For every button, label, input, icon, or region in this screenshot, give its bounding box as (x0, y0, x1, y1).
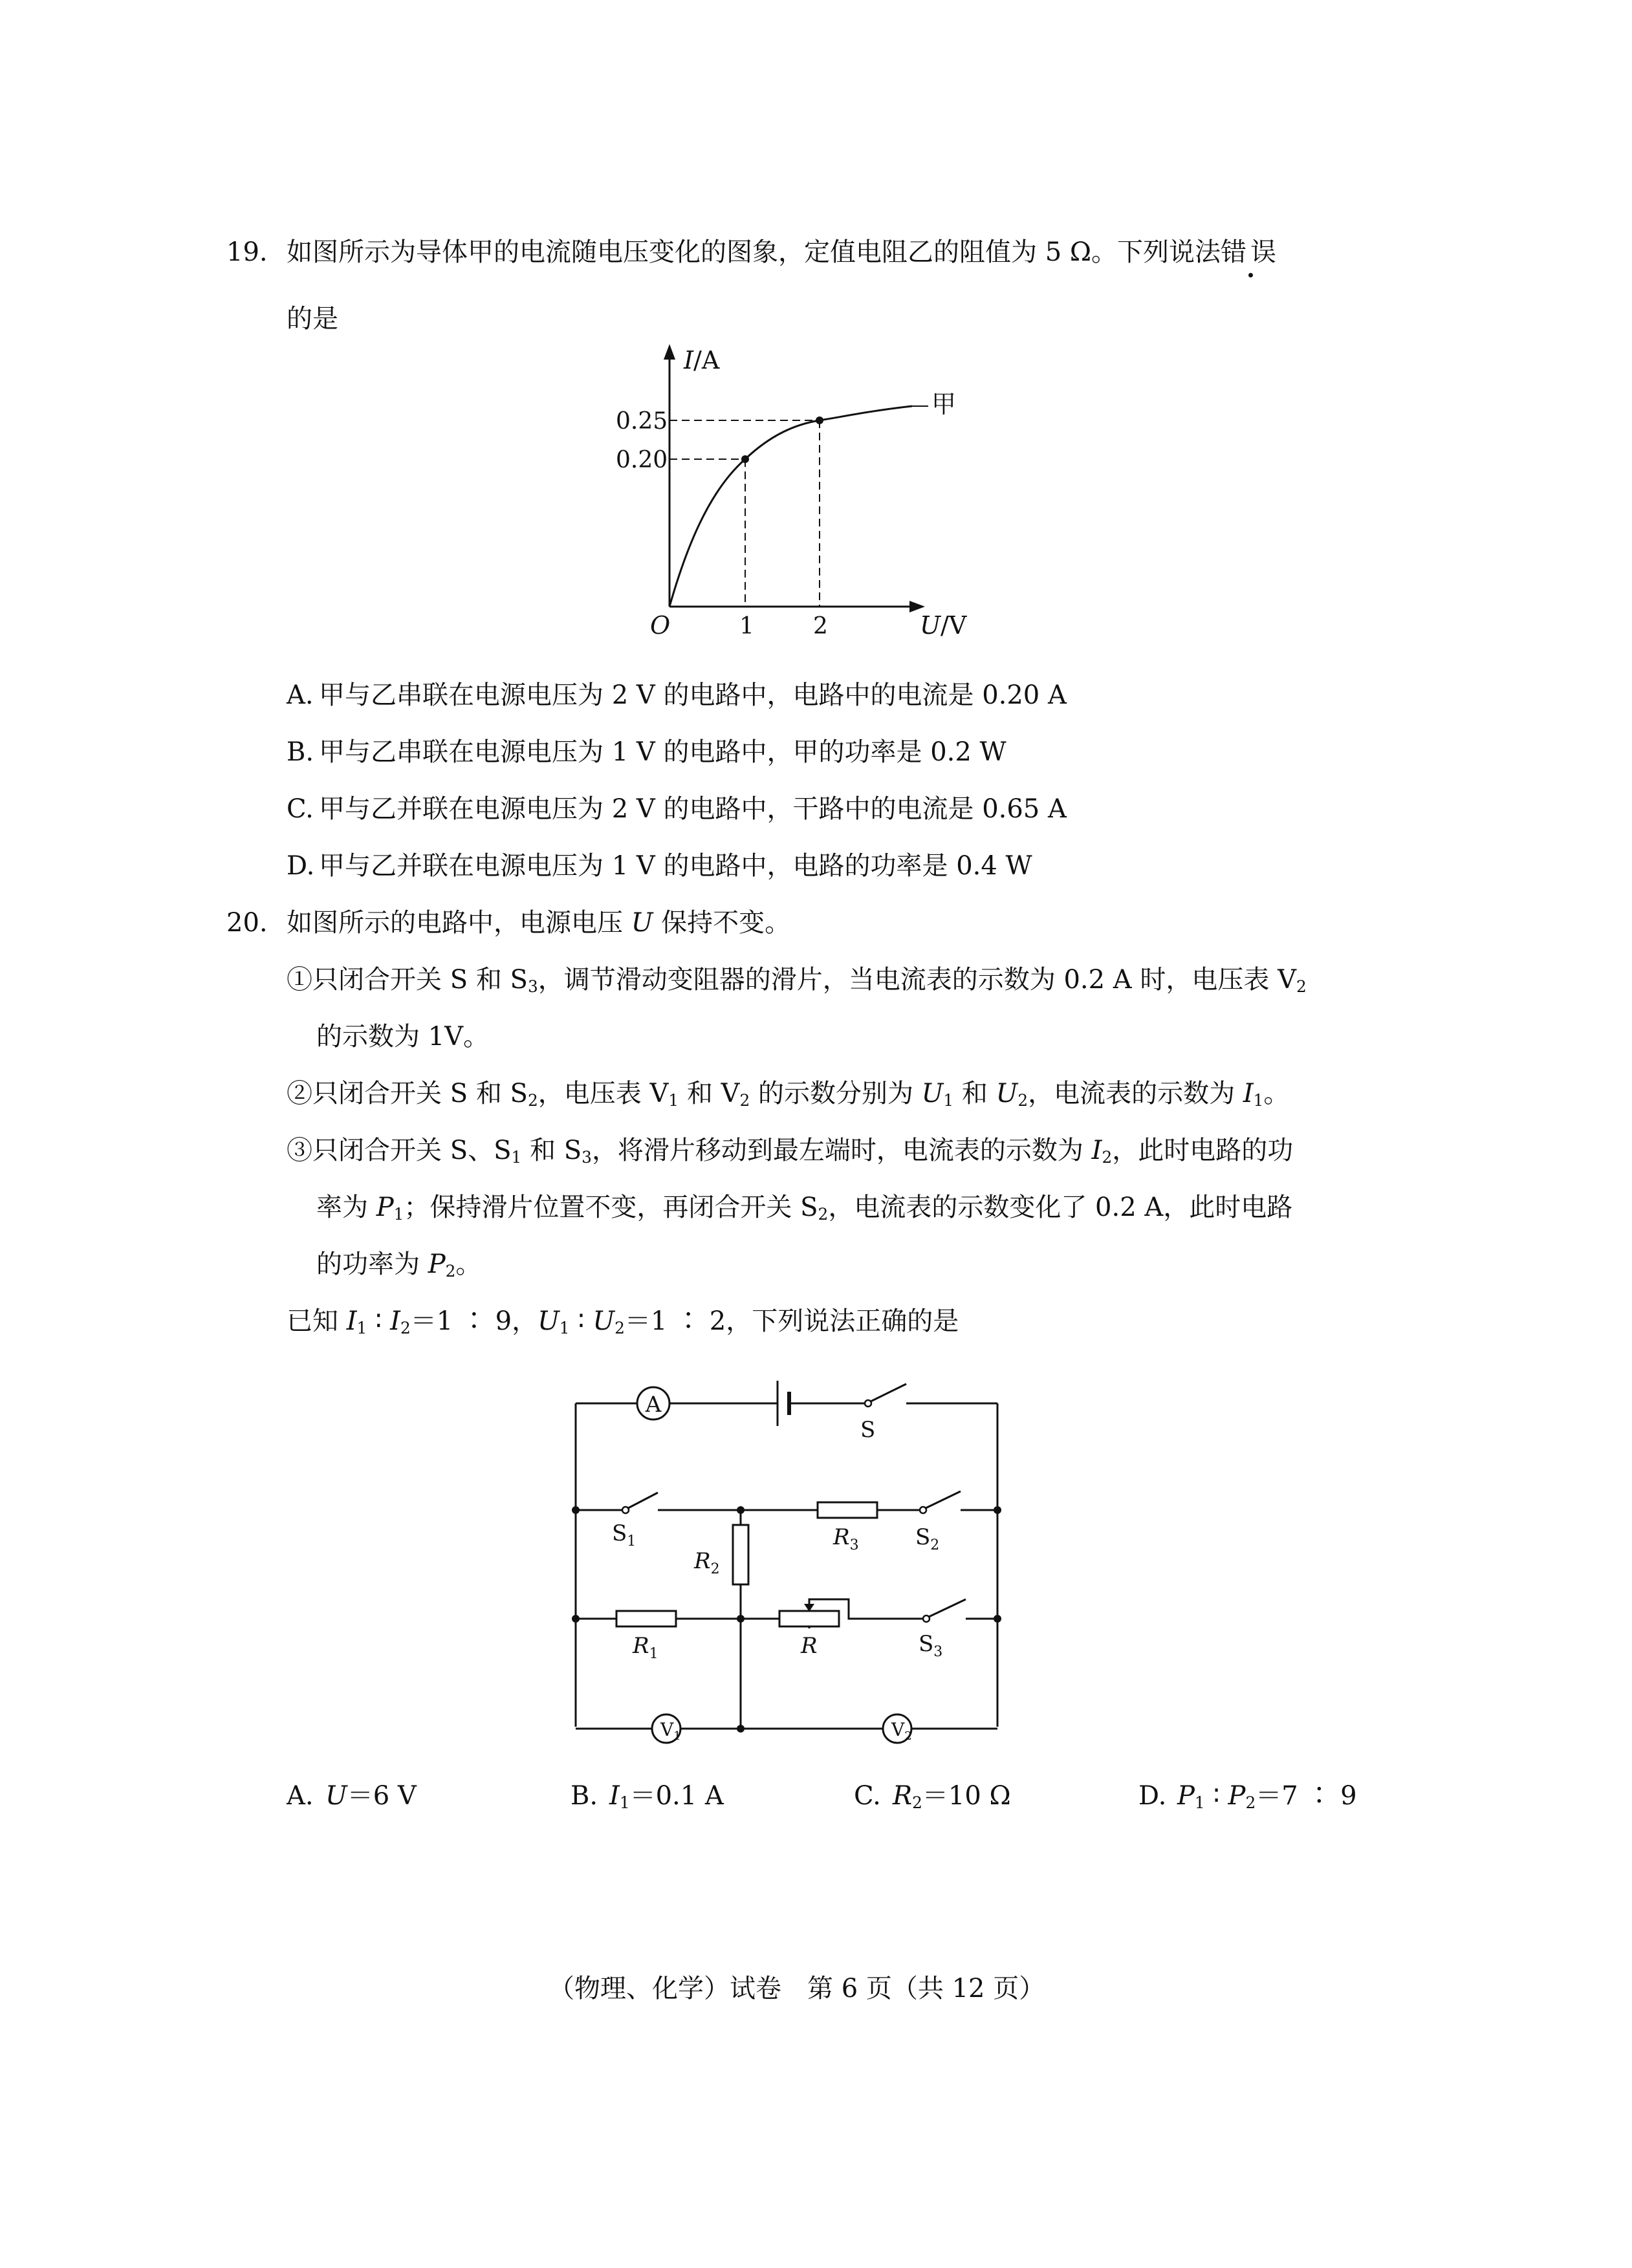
q19-stem-line1 (287, 239, 1280, 265)
q20-circuit (556, 1352, 1022, 1753)
ammeter-label: A (645, 1392, 662, 1418)
q20-stem: 如图所示的电路中，电源电压 U 保持不变。 (287, 908, 791, 938)
x-tick-1: 1 (739, 613, 754, 640)
q20-step3-line2: 率为 $P_1$；保持滑片位置不变，再闭合开关 $S_2$，电流表的示数变化了 0.2 A，此时电路 (316, 1193, 1293, 1224)
rheostat-r-label: R (801, 1633, 818, 1659)
switch-s-contact-icon (865, 1400, 871, 1407)
q20-option-c: C. $R_2=10$ Ω (854, 1781, 1011, 1813)
q20-option-a: A. U＝6 V (287, 1781, 417, 1811)
q20-option-d: D. $P_1$ ∶ $P_2=7$ ∶ 9 (1138, 1781, 1357, 1813)
q19-option-a: A. 甲与乙串联在电源电压为 2 V 的电路中，电路中的电流是 0.20 A (287, 680, 1067, 710)
switch-s-blade (871, 1384, 906, 1401)
curve-jia (669, 406, 912, 607)
junction-dot (572, 1506, 580, 1514)
point-1-020 (741, 455, 749, 463)
q19-stem-line2: 的是 (287, 304, 338, 334)
x-axis-label: U/V (920, 611, 967, 640)
switch-s3-blade (929, 1599, 966, 1617)
switch-s3-label: $S_3$ (919, 1631, 943, 1660)
resistor-r1-icon (616, 1611, 676, 1626)
q19-option-b: B. 甲与乙串联在电源电压为 1 V 的电路中，甲的功率是 0.2 W (287, 737, 1006, 767)
q20-option-b: B. $I_1=0.1$ A (571, 1781, 724, 1813)
q20-step1-line2: 的示数为 1V。 (316, 1022, 490, 1052)
q19-number: 19. (226, 237, 268, 267)
page-footer: （物理、化学）试卷 第 6 页（共 12 页） (549, 1974, 1045, 2003)
junction-dot (994, 1506, 1001, 1514)
rheostat-r-icon (779, 1611, 839, 1626)
curve-label: 甲 (931, 390, 957, 418)
junction-dot (737, 1615, 745, 1623)
switch-s1-contact-icon (622, 1507, 629, 1513)
y-axis-arrow-icon (664, 344, 675, 360)
y-tick-020: 0.20 (616, 447, 668, 473)
origin-label: O (650, 611, 671, 640)
q19-graph (602, 336, 1016, 647)
switch-s2-label: $S_2$ (915, 1524, 940, 1553)
switch-s2-contact-icon (920, 1507, 926, 1513)
junction-dot (572, 1615, 580, 1623)
q20-step3-line3: 的功率为 $P_2$。 (316, 1249, 482, 1281)
voltmeter-v2-label: $V_2$ (891, 1719, 912, 1743)
point-2-025 (816, 416, 823, 424)
q20-step1-line1: ①只闭合开关 S 和 $S_3$，调节滑动变阻器的滑片，当电流表的示数为 0.2 A 时，电压表 $V_2$ (287, 965, 1307, 997)
q19-option-c: C. 甲与乙并联在电源电压为 2 V 的电路中，干路中的电流是 0.65 A (287, 794, 1067, 824)
x-tick-2: 2 (813, 613, 828, 640)
y-axis-label: I/A (684, 346, 720, 374)
q19-option-d: D. 甲与乙并联在电源电压为 1 V 的电路中，电路的功率是 0.4 W (287, 851, 1032, 881)
resistor-r3-icon (818, 1502, 877, 1518)
junction-dot (737, 1725, 745, 1733)
switch-s3-contact-icon (923, 1615, 930, 1622)
q20-known: 已知 $I_1$ ∶ $I_2=1$ ∶ 9，$U_1$ ∶ $U_2=1$ ∶ 2，下列说法正确的是 (287, 1306, 959, 1338)
switch-s1-blade (628, 1493, 658, 1508)
junction-dot (737, 1506, 745, 1514)
switch-s-label: S (860, 1417, 876, 1443)
resistor-r1-label: $R_1$ (633, 1633, 658, 1662)
switch-s1-label: $S_1$ (612, 1520, 636, 1550)
q19-stem-text: 如图所示为导体甲的电流随电压变化的图象，定值电阻乙的阻值为 5 Ω。下列说法 (287, 237, 1221, 267)
junction-dot (994, 1615, 1001, 1623)
resistor-r2-label: $R_2$ (694, 1548, 720, 1577)
q20-step2: ②只闭合开关 S 和 $S_2$，电压表 $V_1$ 和 $V_2$ 的示数分别为 $U_1$ 和 $U_2$，电流表的示数为 $I_1$。 (287, 1079, 1290, 1110)
q19-stem-emphasis: 错误 (1221, 237, 1281, 267)
resistor-r2-icon (733, 1525, 748, 1584)
resistor-r3-label: $R_3$ (833, 1524, 859, 1553)
y-tick-025: 0.25 (616, 408, 668, 435)
switch-s2-blade (926, 1491, 961, 1508)
voltmeter-v1-label: $V_1$ (660, 1719, 681, 1743)
q20-step3-line1: ③只闭合开关 S、$S_1$ 和 $S_3$，将滑片移动到最左端时，电流表的示数为 $I_2$，此时电路的功 (287, 1136, 1294, 1167)
q20-number: 20. (226, 908, 268, 938)
